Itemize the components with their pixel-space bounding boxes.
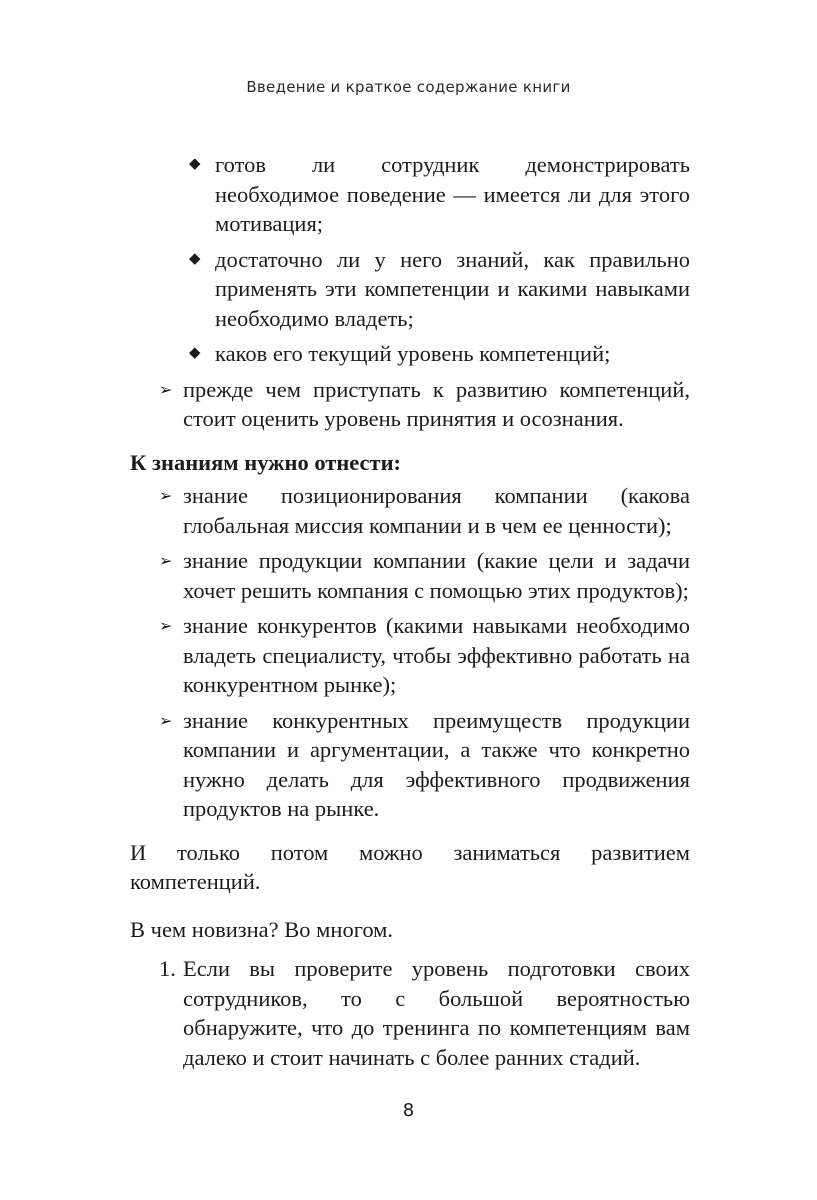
arrow-bullet-icon: ➢ (159, 551, 173, 570)
list-item (130, 375, 690, 434)
diamond-bullet-list (130, 150, 690, 369)
list-item-text: прежде чем приступать к развитию компетенций, стоит оценить уровень принятия и осознания. (183, 376, 690, 431)
list-item-text: знание конкурентных преимуществ продукции компании и аргументации, а также что конкретно нужно делать для эффективного продвижения продуктов на рынке. (183, 707, 690, 821)
list-item-text: знание конкурентов (какими навыками необходимо владеть специалисту, чтобы эффективно работать на конкурентном рынке); (183, 613, 690, 697)
diamond-bullet-icon: ◆ (189, 156, 201, 172)
arrow-bullet-icon: ➢ (159, 616, 173, 635)
list-item-text: знание продукции компании (какие цели и задачи хочет решить компания с помощью этих продуктов); (183, 548, 690, 603)
arrow-bullet-icon: ➢ (159, 379, 173, 399)
knowledge-list (130, 481, 690, 824)
list-item (130, 954, 690, 1072)
section-heading: К знаниям нужно отнести: (130, 449, 402, 475)
paragraph: В чем новизна? Во многом. (130, 916, 394, 942)
list-number: 1. (159, 956, 176, 981)
list-item (130, 611, 690, 700)
list-item (130, 546, 690, 605)
arrow-bullet-list-top (130, 375, 690, 434)
list-item-text: готов ли сотрудник демонстрировать необходимое поведение — имеется ли для этого мотивация; (215, 152, 690, 236)
list-item (130, 339, 690, 369)
list-item (130, 481, 690, 540)
diamond-bullet-icon: ◆ (189, 345, 201, 361)
page-number: 8 (402, 1100, 415, 1121)
arrow-bullet-icon: ➢ (159, 710, 173, 730)
running-head: Введение и краткое содержание книги (246, 78, 571, 96)
list-item (130, 150, 690, 239)
list-item (130, 706, 690, 824)
list-item (130, 245, 690, 334)
list-item-text: Если вы проверите уровень подготовки своих сотрудников, то с большой вероятностью обнаружите, что до тренинга по компетенциям вам далеко и стоит начинать с более ранних стадий. (183, 956, 690, 1070)
list-item-text: знание позиционирования компании (какова глобальная миссия компании и в чем ее ценности); (183, 483, 690, 538)
diamond-bullet-icon: ◆ (189, 250, 201, 267)
numbered-list (130, 954, 690, 1072)
arrow-bullet-icon: ➢ (159, 486, 173, 505)
paragraph: И только потом можно заниматься развитием компетенций. (130, 839, 690, 894)
page-body (130, 150, 690, 1072)
list-item-text: достаточно ли у него знаний, как правильно применять эти компетенции и какими навыками необходимо владеть; (215, 246, 690, 331)
list-item-text: каков его текущий уровень компетенций; (215, 341, 611, 366)
